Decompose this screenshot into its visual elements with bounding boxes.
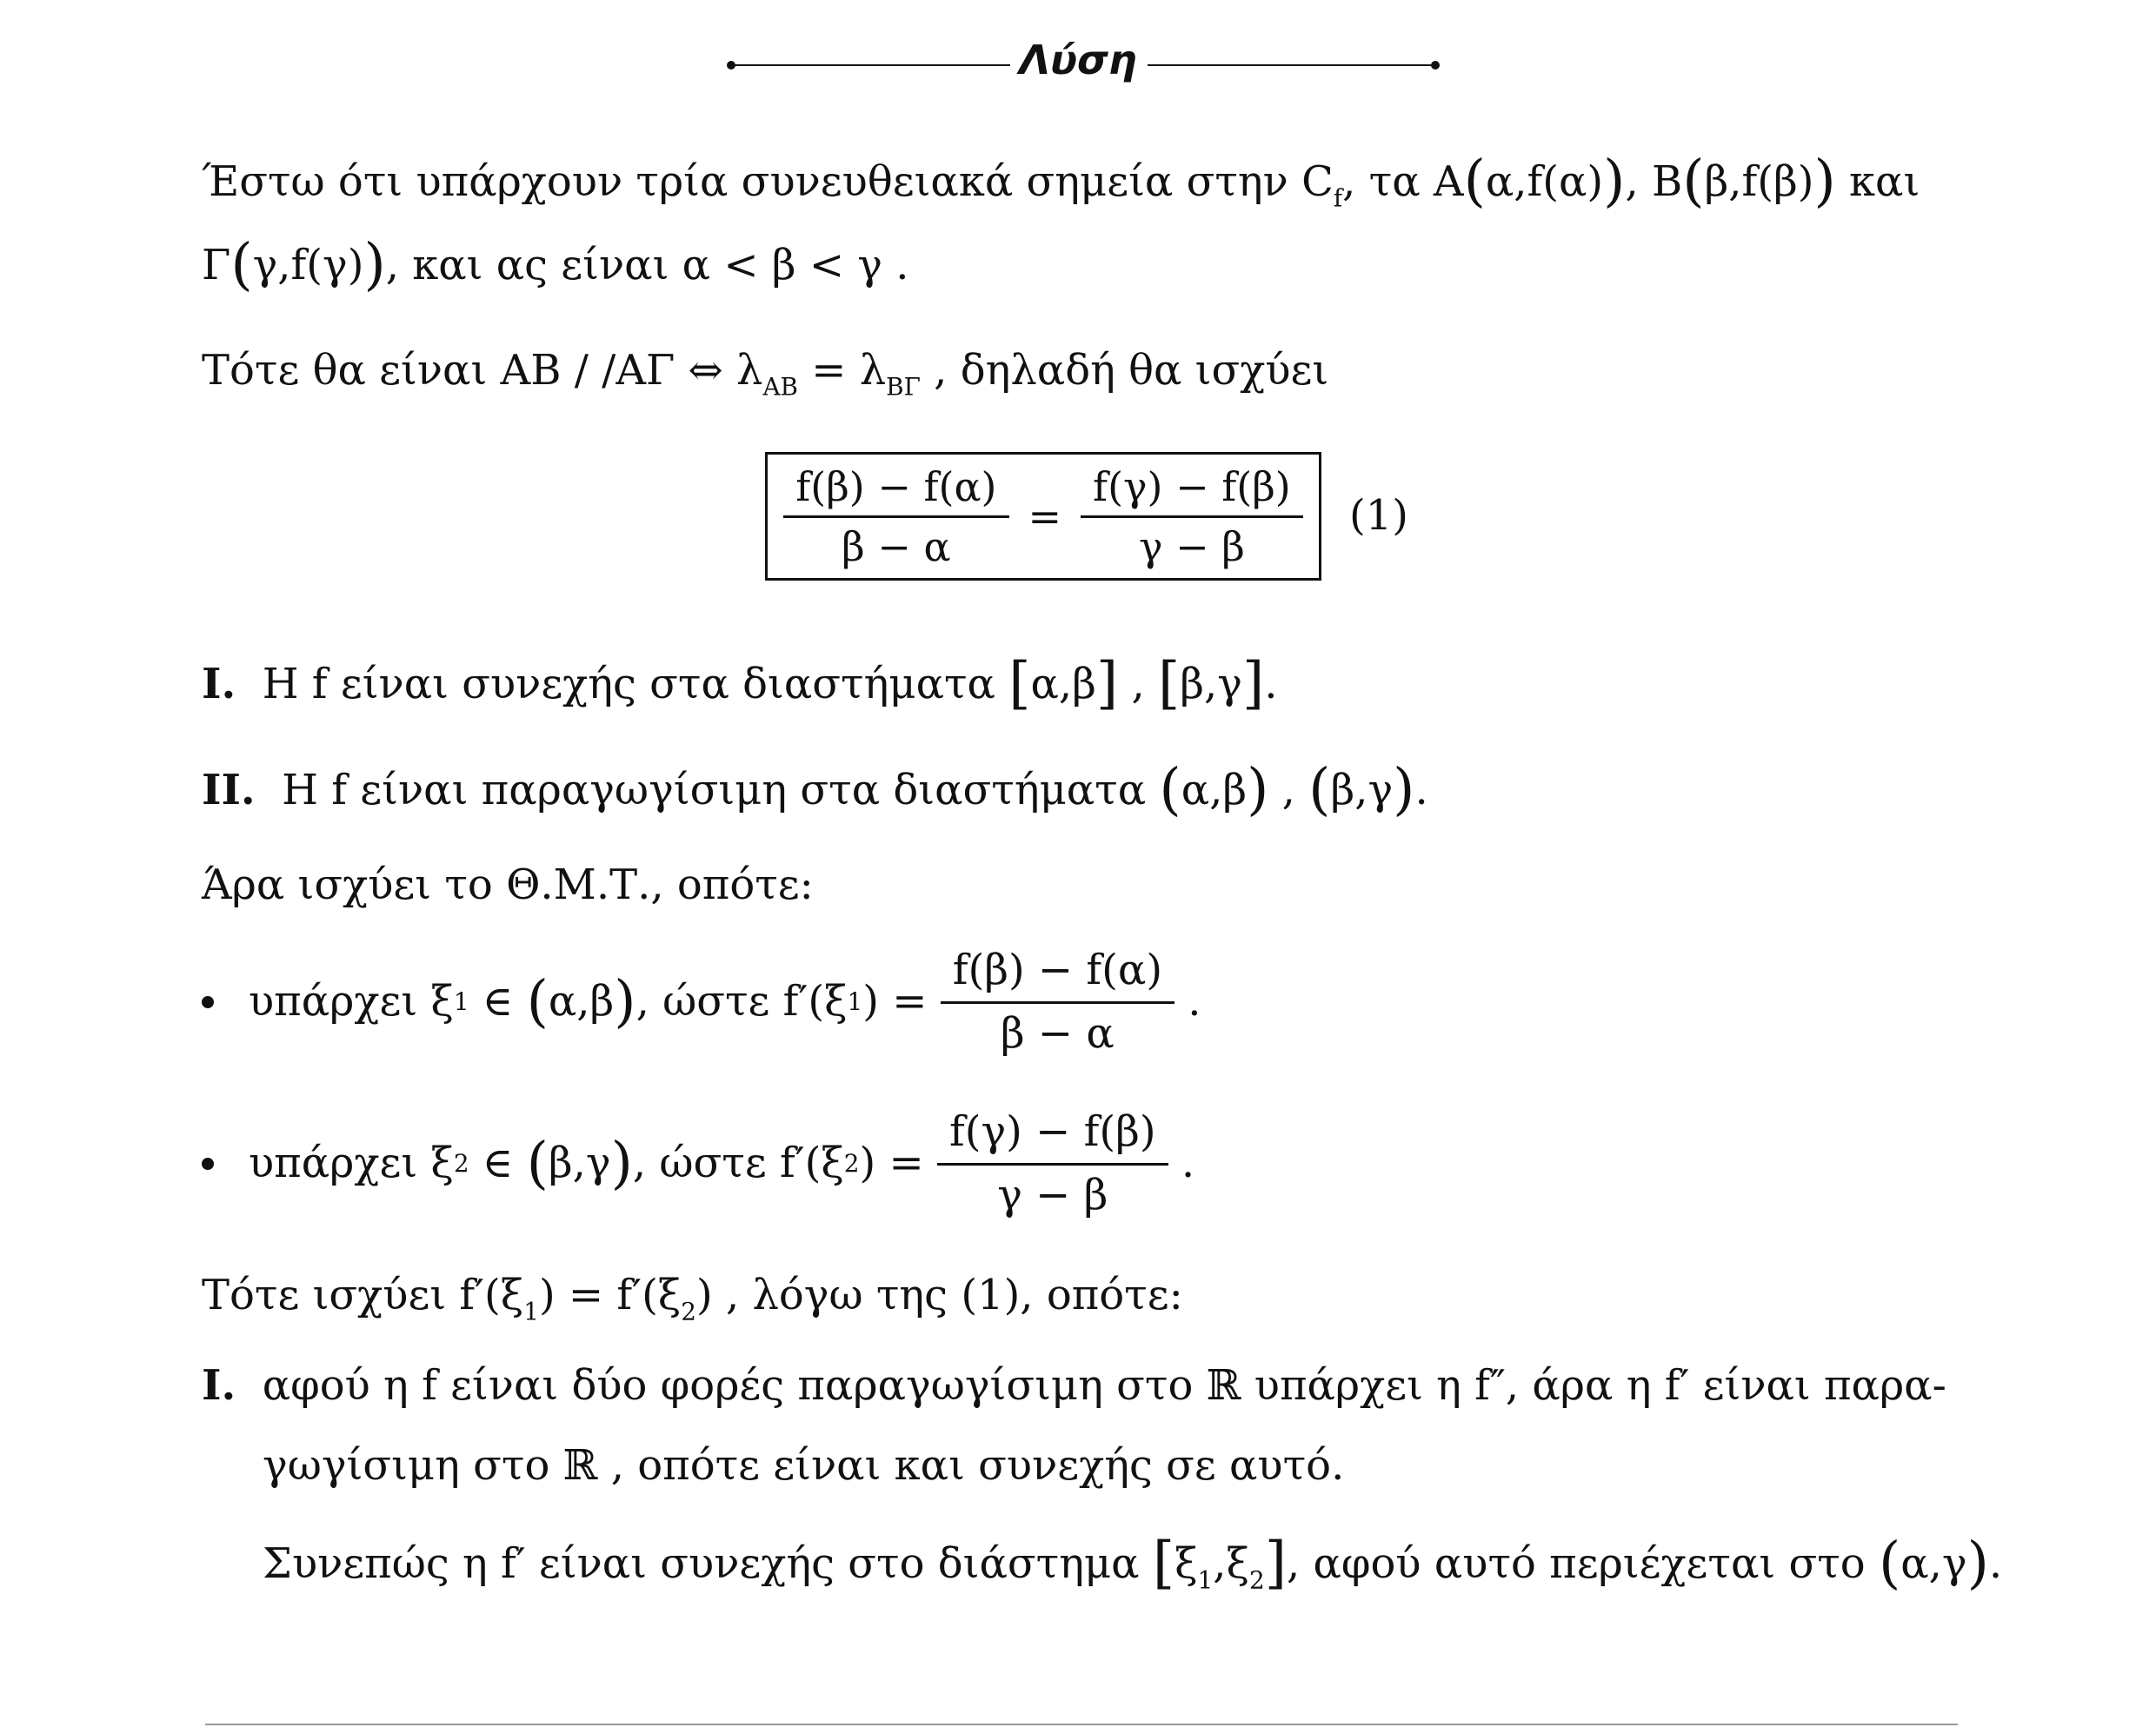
eq1-rhs-numerator: f(γ) − f(β) [1081,463,1303,518]
left-bracket: [ [1152,1531,1175,1596]
left-paren: ( [1682,149,1705,214]
right-paren: ) [614,969,636,1035]
lambda-sub-bg: BΓ [886,372,921,402]
bullet2-text-a: υπάρχει ξ [249,1139,454,1188]
right-bracket: ] [1095,651,1119,716]
para4-text-c: ) , λόγω της (1), οπότε: [695,1271,1183,1319]
item-i2-line1 [202,1361,1946,1412]
lambda-sub-ab: AB [762,372,798,402]
item-ii-label: II. [202,765,256,814]
bullet1-fraction [941,946,1174,1059]
item-i2-xi2-sub: 2 [1248,1565,1265,1595]
point-a: α,f(α) [1485,156,1604,206]
right-paren: ) [363,232,386,297]
bullet1-sub2: 1 [847,987,863,1017]
item-i-label: I. [202,659,236,708]
cf-subscript: f [1333,183,1343,213]
header-title: Λύση [1019,37,1137,83]
para2-text-c: , δηλαδή θα ισχύει [920,346,1329,395]
item-ii-interval2: β,γ [1330,765,1394,814]
header-right-dot [1431,61,1440,70]
bullet2-fraction [937,1107,1168,1220]
bullet2-text-d: ) = [859,1139,937,1188]
bullet-2 [202,1107,1194,1220]
footer-rule [205,1724,1958,1725]
item-i2-end: . [1988,1538,2003,1588]
right-paren: ) [1966,1531,1989,1596]
eq1-equals: = [1028,493,1062,540]
bullet1-denominator: β − α [1000,1008,1115,1058]
point-b: β,f(β) [1704,156,1814,206]
para1-line1 [202,148,1920,216]
para2-text-b: = λ [798,346,887,395]
para1-text-c: , B [1625,156,1683,206]
bullet2-text-c: , ώστε f′(ξ [632,1139,844,1188]
right-paren: ) [1393,757,1415,822]
item-i-continuity [202,650,1278,718]
para2 [202,346,1328,402]
left-paren: ( [1463,149,1486,214]
boxed-equation [765,452,1321,581]
item-i2-xi2: ,ξ [1213,1538,1249,1588]
bullet2-end: . [1168,1139,1195,1188]
bullet-dot [202,1158,214,1170]
eq1-lhs-numerator: f(β) − f(α) [783,463,1008,518]
right-paren: ) [610,1131,633,1197]
para1-text-d: και [1835,156,1920,206]
left-paren: ( [526,1131,549,1197]
eq1-rhs-fraction [1081,463,1303,570]
bullet1-end: . [1174,977,1201,1026]
para1-text-b: , τα A [1342,156,1464,206]
eq1-lhs-fraction [783,463,1008,570]
right-paren: ) [1603,149,1626,214]
para4-sub2: 2 [681,1297,696,1326]
bullet1-text-a: υπάρχει ξ [249,977,454,1026]
item-i2-xi1-sub: 1 [1197,1565,1214,1595]
para1-text-e: , και ας είναι α < β < γ . [385,240,909,289]
para4-text-b: ) = f′(ξ [538,1271,682,1319]
right-bracket: ] [1241,651,1265,716]
bullet2-numerator: f(γ) − f(β) [937,1107,1168,1166]
bullet2-sub: 2 [453,1149,469,1179]
item-i2-text3a: Συνεπώς η f′ είναι συνεχής στο διάστημα [263,1538,1153,1588]
left-bracket: [ [1008,651,1031,716]
item-i2-interval: α,γ [1900,1538,1967,1588]
bullet1-interval: α,β [548,977,615,1026]
item-i2-text3b: , αφού αυτό περιέχεται στο [1286,1538,1879,1588]
item-i-end: . [1264,659,1278,708]
bullet1-text-d: ) = [862,977,941,1026]
para4-text-a: Τότε ισχύει f′(ξ [202,1271,524,1319]
item-ii-interval1: α,β [1181,765,1248,814]
cf-label: C [1301,156,1334,206]
item-i2-line2: γωγίσιμη στο ℝ , οπότε είναι και συνεχής σε αυτό. [263,1441,1345,1490]
item-i2-text1: αφού η f είναι δύο φορές παραγωγίσιμη στο ℝ υπάρχει η f″, άρα η f′ είναι παρα- [262,1361,1946,1410]
para4-sub1: 1 [523,1297,539,1326]
right-paren: ) [1247,757,1269,822]
bullet1-numerator: f(β) − f(α) [941,946,1174,1004]
item-ii-sep: , [1268,765,1309,814]
para1-line2 [202,231,909,299]
item-i-text: Η f είναι συνεχής στα διαστήματα [262,659,1009,708]
bullet-1 [202,946,1201,1059]
eq1-rhs-denominator: γ − β [1138,522,1245,570]
bullet2-interval: β,γ [548,1139,611,1188]
bullet-dot [202,996,214,1008]
right-bracket: ] [1264,1531,1287,1596]
item-i-interval2: β,γ [1180,659,1242,708]
left-paren: ( [526,969,549,1035]
left-paren: ( [230,232,253,297]
bullet1-sub: 1 [453,987,469,1017]
bullet2-denominator: γ − β [997,1170,1108,1219]
para1-text-a: Έστω ότι υπάρχουν τρία συνευθειακά σημεία στην [202,156,1302,206]
left-paren: ( [1878,1531,1901,1596]
bullet2-sub2: 2 [843,1149,860,1179]
eq1-lhs-denominator: β − α [842,522,951,570]
item-i2-xi1: ξ [1174,1538,1198,1588]
item-ii-text: Η f είναι παραγωγίσιμη στα διαστήματα [282,765,1160,814]
bullet1-text-b: ∈ [469,977,527,1026]
para4 [202,1271,1183,1326]
left-bracket: [ [1157,651,1181,716]
item-ii-end: . [1414,765,1428,814]
header-right-rule [1148,64,1434,66]
gamma-label: Γ [202,240,231,289]
bullet2-text-b: ∈ [469,1139,527,1188]
bullet1-text-c: , ώστε f′(ξ [635,977,848,1026]
item-i-sep: , [1118,659,1158,708]
right-paren: ) [1813,149,1836,214]
item-i-interval1: α,β [1030,659,1096,708]
para2-text-a: Τότε θα είναι AB / /AΓ ⇔ λ [202,346,763,395]
item-ii-differentiability [202,756,1428,824]
header-left-rule [732,64,1010,66]
item-i2-label: I. [202,1361,236,1410]
left-paren: ( [1159,757,1181,822]
equation-tag: (1) [1349,491,1408,540]
point-g: γ,f(γ) [252,240,364,289]
item-i2-line3 [263,1530,2002,1598]
left-paren: ( [1308,757,1331,822]
para3: Άρα ισχύει το Θ.Μ.Τ., οπότε: [202,860,814,909]
